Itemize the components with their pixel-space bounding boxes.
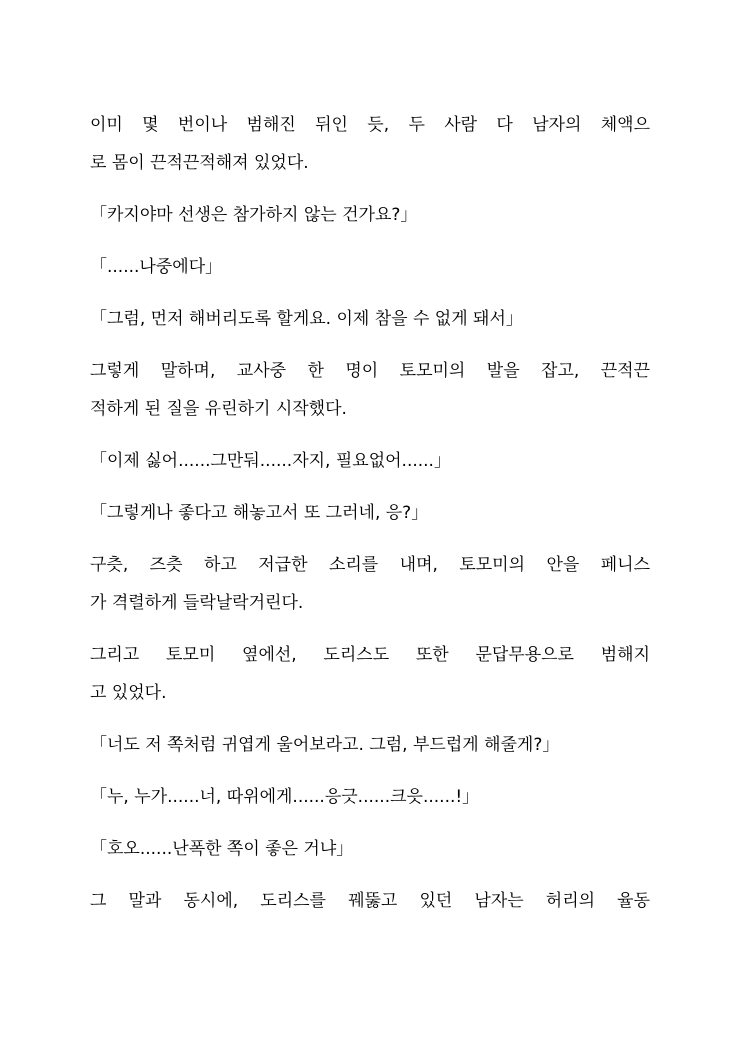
paragraph-5 <box>90 352 650 428</box>
paragraph-line: 그렇게 말하며, 교사중 한 명이 토모미의 발을 잡고, 끈적끈 <box>90 361 650 381</box>
paragraph-line: 로 몸이 끈적끈적해져 있었다. <box>90 153 309 173</box>
paragraph-line: 그 말과 동시에, 도리스를 꿰뚫고 있던 남자는 허리의 율동 <box>90 891 650 911</box>
paragraph-11 <box>90 778 650 816</box>
paragraph-line: 「그렇게나 좋다고 해놓고서 또 그러네, 응?」 <box>90 503 429 523</box>
paragraph-line: 가 격렬하게 들락날락거린다. <box>90 593 304 613</box>
paragraph-line: 고 있었다. <box>90 683 167 703</box>
paragraph-13 <box>90 882 650 920</box>
paragraph-line: 「......나중에다」 <box>90 257 223 277</box>
paragraph-1 <box>90 106 650 182</box>
paragraph-12 <box>90 830 650 868</box>
paragraph-line: 「누, 누가......너, 따위에게......응긋......크읏......!」 <box>90 787 480 807</box>
paragraph-line: 그리고 토모미 옆에선, 도리스도 또한 문답무용으로 범해지 <box>90 645 650 665</box>
paragraph-4 <box>90 300 650 338</box>
paragraph-7 <box>90 494 650 532</box>
paragraph-line: 「호오......난폭한 쪽이 좋은 거냐」 <box>90 839 354 859</box>
paragraph-2 <box>90 196 650 234</box>
paragraph-10 <box>90 726 650 764</box>
paragraph-6 <box>90 442 650 480</box>
paragraph-line: 「이제 싫어......그만둬......자지, 필요없어......」 <box>90 451 451 471</box>
paragraph-9 <box>90 636 650 712</box>
paragraph-line: 「그럼, 먼저 해버리도록 할게요. 이제 참을 수 없게 돼서」 <box>90 309 523 329</box>
paragraph-line: 구츳, 즈츳 하고 저급한 소리를 내며, 토모미의 안을 페니스 <box>90 555 650 575</box>
paragraph-3 <box>90 248 650 286</box>
paragraph-line: 이미 몇 번이나 범해진 뒤인 듯, 두 사람 다 남자의 체액으 <box>90 115 650 135</box>
paragraph-line: 「카지야마 선생은 참가하지 않는 건가요?」 <box>90 205 418 225</box>
paragraph-8 <box>90 546 650 622</box>
paragraph-line: 「너도 저 쪽처럼 귀엽게 울어보라고. 그럼, 부드럽게 해줄게?」 <box>90 735 560 755</box>
paragraph-line: 적하게 된 질을 유린하기 시작했다. <box>90 399 347 419</box>
